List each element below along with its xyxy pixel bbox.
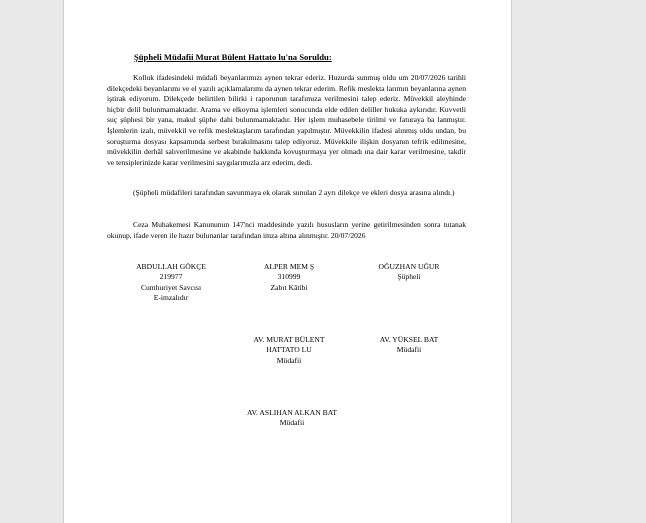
signature-role: Cumhuriyet Savcısı (140, 282, 202, 292)
signature-name: AV. MURAT BÜLENT (253, 335, 325, 344)
signature-name: AV. YÜKSEL BAT (379, 335, 439, 344)
signature-clerk (234, 262, 344, 293)
signature-role: Müdafii (276, 355, 302, 365)
signature-role: Zabıt Kâtibi (270, 282, 308, 292)
signature-counsel-3 (227, 408, 357, 429)
closing-paragraph: Ceza Muhakemesi Kanununun 147'nci maddesinde yazılı hususların yerine getirilmesinden sonra tutanak okunup, ifade veren ile hazır bulunanlar tarafından imza altına alınmıştır. 20/07/2026 (107, 220, 466, 240)
note-paragraph: (Şüpheli müdafileri tarafından savunmaya ek olarak sunulan 2 ayrı dilekçe ve ekleri dosya arasına alındı.) (133, 188, 455, 197)
statement-paragraph: Kolluk ifadesindeki müdafi beyanlarımızı aynen tekrar ederiz. Huzurda sunmuş oldu um 20/07/2026 tarihli dilekçedeki beyanlarımı ve el yazılı açıklamalarımı da aynen tekrar ederim. Refik meslekta larımın beyanlarına aynen iştirak ediyorum. Dilekçede belirtilen bilirki i raporunun tarafımıza verilmesini talep ederiz. Müvekkil aleyhinde hiçbir delil bulunmamaktadır. Arama ve elkoyma işlemleri sonucunda elde edilen deliller hukuka aykırıdır. Kuvvetli suç şüphesi bir yana, makul şüphe dahi bulunmamaktadır. Her işlem muhasebele tirilmi ve faturaya ba lanmıştır. İşlemlerin izalı, müvekkil ve refik meslektaşlarım tarafından yapılmıştır. Müvekkilin ifadesi alınmış oldu undan, bu soruşturma dosyası kapsamında serbest bırakılmasını talep ediyoruz. Müvekkile ilişkin dosyanın tefrik edilmesine, müvekkilin derhâl salıverilmesine ve akabinde hakkında kovuşturmaya yer olmadı ına dair karar verilmesine, takdir ve tensiplerinizde karar verilmesini saygılarımızla arz ederim, dedi. (107, 73, 466, 167)
signature-role: Şüpheli (397, 272, 421, 282)
signature-role: Müdafii (279, 418, 305, 428)
signature-counsel-2 (354, 335, 464, 356)
signature-id: 310999 (277, 272, 301, 282)
signature-name: OĞUZHAN UĞUR (378, 262, 440, 271)
signature-name: AV. ASLIHAN ALKAN BAT (246, 408, 337, 417)
signature-role: Müdafii (396, 345, 422, 355)
signature-note: E-imzalıdır (153, 293, 189, 303)
signature-suspect (354, 262, 464, 283)
signature-id: 219977 (159, 272, 183, 282)
signature-name: ALPER MEM Ş (263, 262, 315, 271)
signature-name-line2: HATTATO LU (266, 345, 312, 355)
signature-counsel-1 (234, 335, 344, 366)
signature-name: ABDULLAH GÖKÇE (136, 262, 206, 271)
document-page (63, 0, 512, 523)
signature-prosecutor (116, 262, 226, 304)
document-title: Şüpheli Müdafii Murat Bülent Hattato lu'na Soruldu: (134, 52, 332, 62)
